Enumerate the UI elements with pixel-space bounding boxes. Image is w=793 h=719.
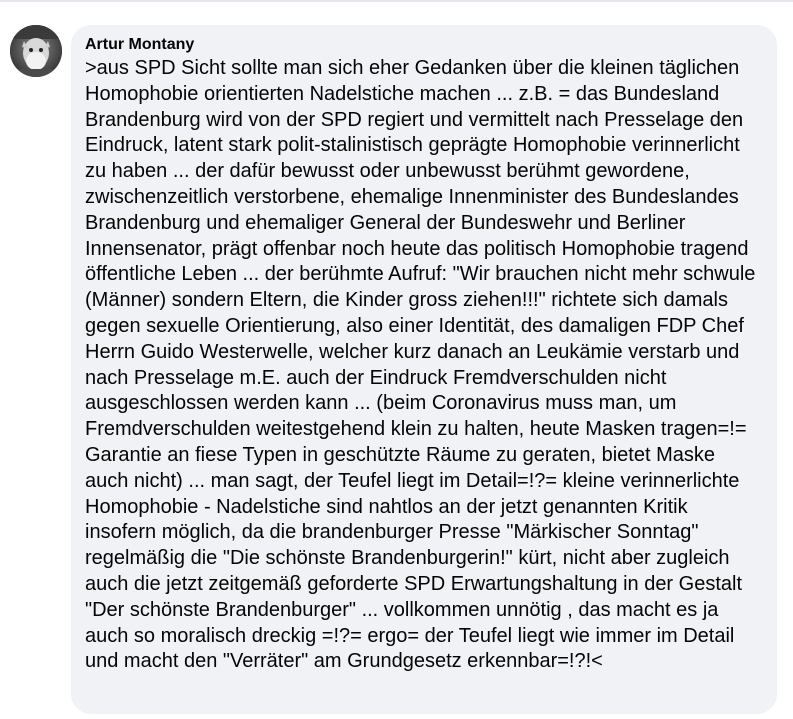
- comment-author-name[interactable]: Artur Montany: [85, 36, 195, 53]
- user-photo-avatar-icon: [10, 25, 62, 77]
- author-avatar[interactable]: [10, 25, 62, 77]
- top-divider: [0, 0, 793, 2]
- comment-bubble: [71, 25, 777, 714]
- comment-text: >aus SPD Sicht sollte man sich eher Gedanken über die kleinen täglichen Homophobie orientierten Nadelstiche machen ... z.B. = das Bundesland Brandenburg wird von der SPD regiert und vermittelt nach Presselage den Eindruck, latent stark polit-stalinistisch geprägte Homophobie verinnerlicht zu haben ... der dafür bewusst oder unbewusst berühmt gewordene, zwischenzeitlich verstorbene, ehemalige Innenminister des Bundeslandes Brandenburg und ehemaliger General der Bundeswehr und Berliner Innensenator, prägt offenbar noch heute das politisch Homophobie tragend öffentliche Leben ... der berühmte Aufruf: "Wir brauchen nicht mehr schwule (Männer) sondern Eltern, die Kinder gross ziehen!!!" richtete sich damals gegen sexuelle Orientierung, also einer Identität, des damaligen FDP Chef Herrn Guido Westerwelle, welcher kurz danach an Leukämie verstarb und nach Presselage m.E. auch der Eindruck Fremdverschulden nicht ausgeschlossen werden kann ... (beim Coronavirus muss man, um Fremdverschulden weitestgehend klein zu halten, heute Masken tragen=!= Garantie an fiese Typen in geschützte Räume zu geraten, bietet Maske auch nicht) ... man sagt, der Teufel liegt im Detail=!?= kleine verinnerlichte Homophobie - Nadelstiche sind nahtlos an der jetzt genannten Kritik insofern möglich, da die brandenburger Presse "Märkischer Sonntag" regelmäßig die "Die schönste Brandenburgerin!" kürt, nicht aber zugleich auch die jetzt zeitgemäß geforderte SPD Erwartungshaltung in der Gestalt "Der schönste Brandenburger" ... vollkommen unnötig , das macht es ja auch so moralisch dreckig =!?= ergo= der Teufel liegt wie immer im Detail und macht den "Verräter" am Grundgesetz erkennbar=!?!<: [85, 57, 756, 673]
